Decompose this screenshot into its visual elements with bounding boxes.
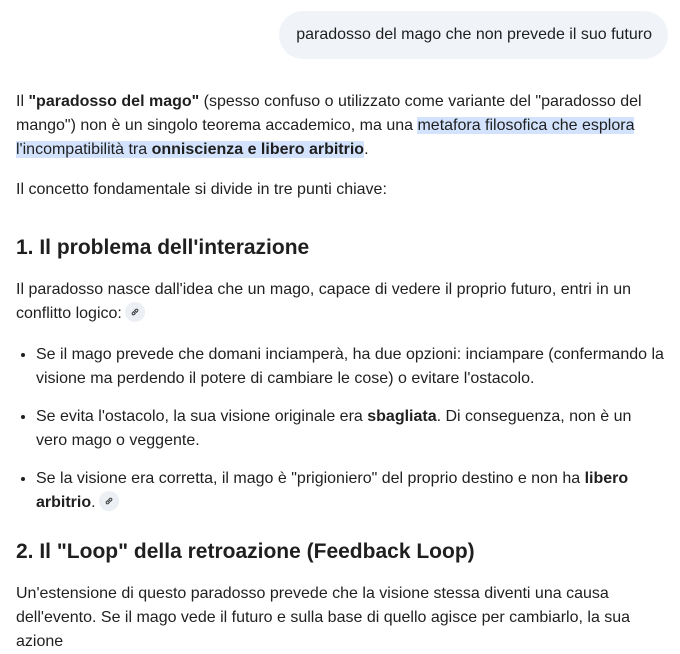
section-2-heading: 2. Il "Loop" della retroazione (Feedback Loop) [16, 540, 475, 563]
user-message-text: paradosso del mago che non prevede il suo futuro [296, 26, 652, 43]
assistant-response [16, 90, 664, 654]
list-item-text: Se la visione era corretta, il mago è "prigioniero" del proprio destino e non ha [36, 470, 585, 487]
intro-text: Il [16, 93, 29, 110]
user-message-bubble [279, 11, 668, 59]
section-1-text: Il paradosso nasce dall'idea che un mago, capace di vedere il proprio futuro, entri in un conflitto logico: [16, 281, 631, 322]
source-link-chip[interactable] [125, 302, 145, 322]
list-item [36, 466, 664, 515]
intro-text: . [364, 141, 369, 158]
section-1-bullet-list [16, 342, 664, 515]
list-item [36, 404, 664, 453]
intro-bold-term: "paradosso del mago" [28, 93, 200, 110]
concept-paragraph: Il concetto fondamentale si divide in tre punti chiave: [16, 181, 387, 198]
list-item-bold: sbagliata [367, 408, 437, 425]
section-1-paragraph [16, 278, 664, 326]
list-item-text: Se il mago prevede che domani inciamperà, ha due opzioni: inciampare (confermando la visione ma perdendo il potere di cambiare le cose) o evitare l'ostacolo. [36, 346, 664, 387]
intro-text: (spesso confuso o utilizzato come variante del "paradosso del mango") non è un singolo teorema accademico, ma una [16, 93, 642, 134]
link-icon [130, 307, 140, 317]
list-item-text: Se evita l'ostacolo, la sua visione originale era [36, 408, 368, 425]
source-link-chip[interactable] [99, 491, 119, 511]
section-1-heading: 1. Il problema dell'interazione [16, 236, 310, 259]
intro-paragraph [16, 90, 664, 162]
link-icon [104, 496, 114, 506]
highlighted-bold-term: onniscienza e libero arbitrio [151, 141, 365, 158]
list-item-text: . [91, 494, 96, 511]
highlighted-text-part: metafora filosofica che esplora l'incompatibilità tra [16, 117, 635, 158]
section-2-paragraph: Un'estensione di questo paradosso prevede che la visione stessa diventi una causa dell'evento. Se il mago vede il futuro e sulla base di quello agisce per cambiarlo, la sua azione [16, 585, 631, 650]
list-item-bold: libero arbitrio [36, 470, 629, 511]
list-item [36, 342, 664, 391]
list-item-text: . Di conseguenza, non è un vero mago o veggente. [36, 408, 632, 449]
